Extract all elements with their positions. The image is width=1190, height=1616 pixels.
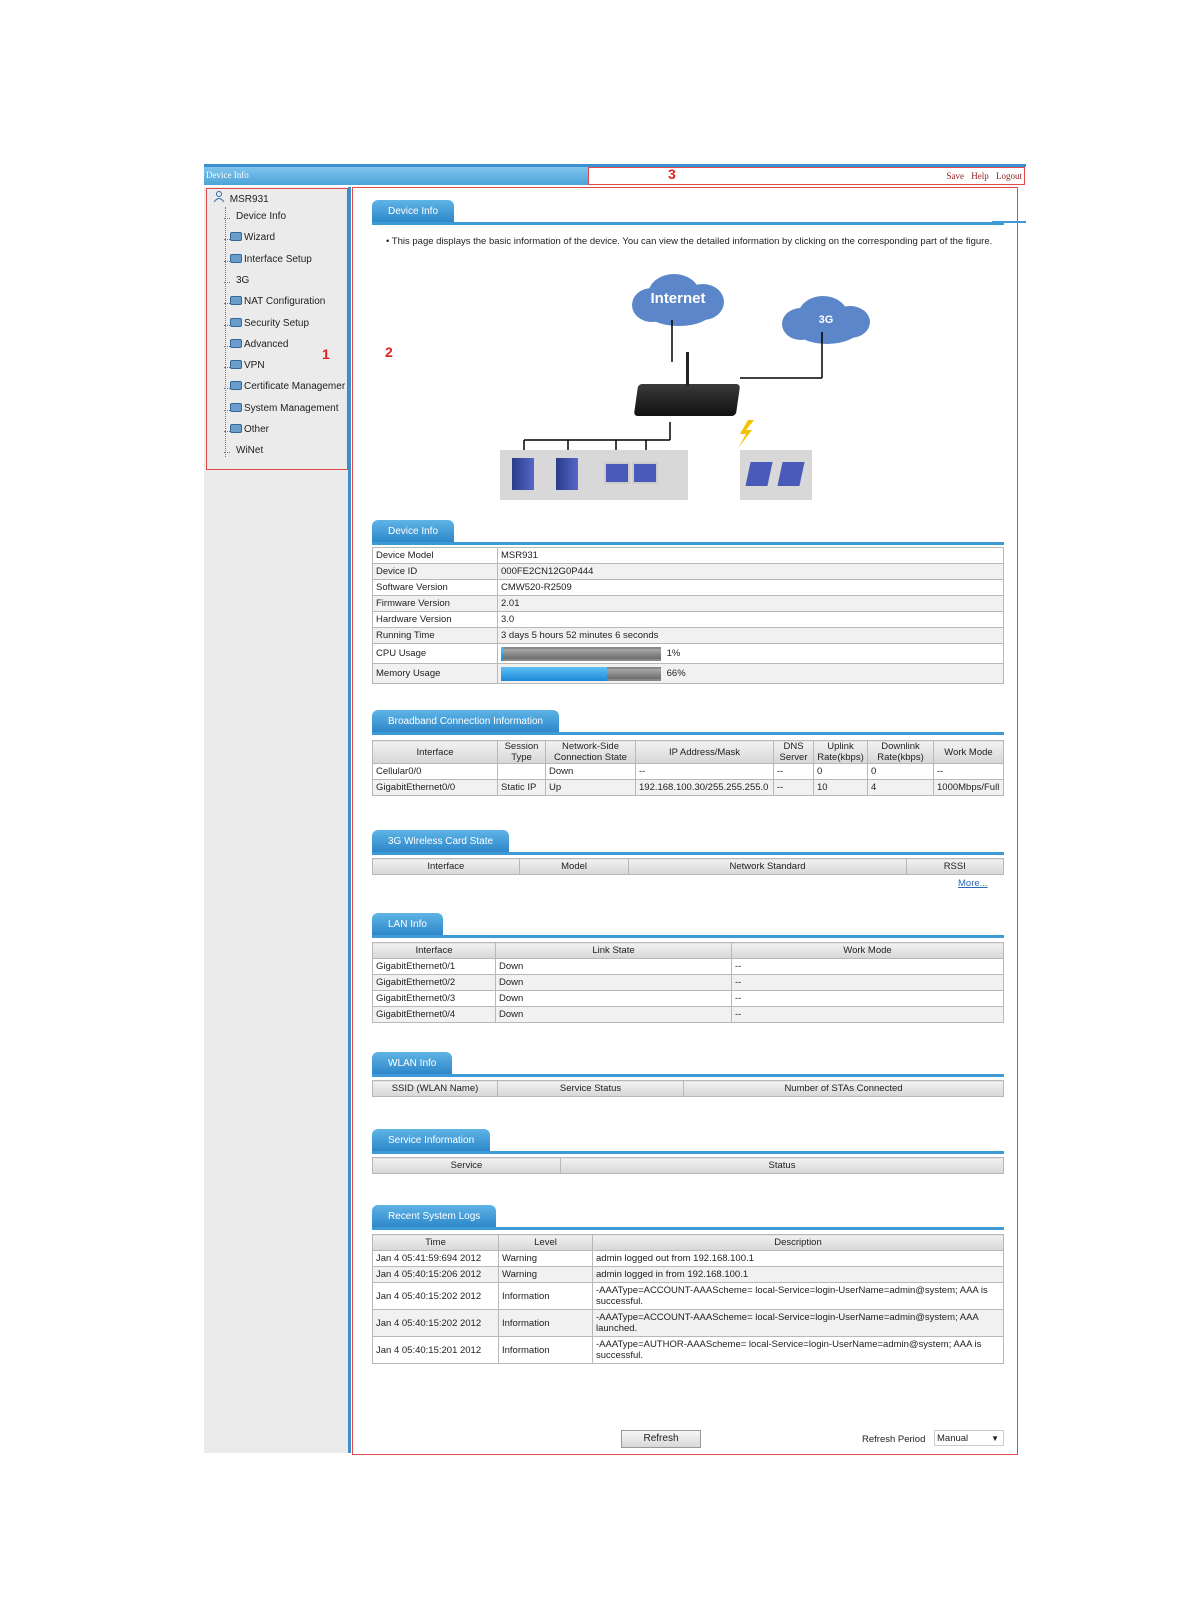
logs-cell: Information xyxy=(499,1337,593,1364)
sidebar-item-label: Interface Setup xyxy=(244,253,312,265)
lan-cell: Down xyxy=(496,975,732,991)
device-info-label: Device ID xyxy=(373,564,498,580)
navigation-tree xyxy=(206,188,348,470)
memory-usage-cell xyxy=(498,664,1004,684)
logs-cell: Warning xyxy=(499,1267,593,1283)
internet-label: Internet xyxy=(650,290,706,307)
lan-header-interface: Interface xyxy=(373,943,496,959)
logs-header-description: Description xyxy=(593,1235,1004,1251)
device-info-value: 3 days 5 hours 52 minutes 6 seconds xyxy=(498,628,1004,644)
tree-branch xyxy=(224,303,230,304)
tab-device-info-intro[interactable]: Device Info xyxy=(372,200,454,222)
broadband-cell: 4 xyxy=(868,780,934,796)
service-table xyxy=(372,1157,1004,1174)
more-link[interactable]: More... xyxy=(958,878,988,889)
bullet: • xyxy=(386,236,390,247)
sidebar-item-advanced[interactable] xyxy=(230,339,288,350)
broadband-table xyxy=(372,740,1004,796)
logs-cell: -AAAType=AUTHOR-AAAScheme= local-Service=login-UserName=admin@system; AAA is successful. xyxy=(593,1337,1004,1364)
device-info-label: Software Version xyxy=(373,580,498,596)
lan-cell: GigabitEthernet0/4 xyxy=(373,1007,496,1023)
device-info-row xyxy=(373,628,1004,644)
refresh-period-select[interactable] xyxy=(934,1430,1004,1446)
logs-row xyxy=(373,1310,1004,1337)
broadband-header-dns-server: DNS Server xyxy=(774,741,814,764)
broadband-cell: Static IP xyxy=(498,780,546,796)
broadband-header-ip-address-mask: IP Address/Mask xyxy=(636,741,774,764)
save-link[interactable]: Save xyxy=(946,171,964,181)
server-icon xyxy=(512,458,534,490)
device-info-value: 000FE2CN12G0P444 xyxy=(498,564,1004,580)
folder-icon xyxy=(230,403,242,412)
section-rule xyxy=(372,732,1004,735)
logs-table xyxy=(372,1234,1004,1364)
device-user-icon xyxy=(213,191,227,203)
lan-cell: Down xyxy=(496,1007,732,1023)
folder-icon xyxy=(230,360,242,369)
cpu-usage-value: 1% xyxy=(666,648,681,660)
folder-icon xyxy=(230,318,242,327)
tree-branch xyxy=(224,239,230,240)
lan-cell: -- xyxy=(732,975,1004,991)
router-antenna xyxy=(686,352,689,386)
device-info-row xyxy=(373,580,1004,596)
broadband-cell: Down xyxy=(546,764,636,780)
service-header-service: Service xyxy=(373,1158,561,1174)
sidebar-item-other[interactable] xyxy=(230,424,269,435)
logs-row xyxy=(373,1283,1004,1310)
lan-row xyxy=(373,959,1004,975)
sidebar-item-wizard[interactable] xyxy=(230,232,275,243)
logs-cell: Jan 4 05:40:15:206 2012 xyxy=(373,1267,499,1283)
lan-header-link-state: Link State xyxy=(496,943,732,959)
logs-cell: Information xyxy=(499,1283,593,1310)
logs-cell: -AAAType=ACCOUNT-AAAScheme= local-Service=login-UserName=admin@system; AAA launched. xyxy=(593,1310,1004,1337)
logs-row xyxy=(373,1267,1004,1283)
section-rule xyxy=(372,542,1004,545)
tab-device-info[interactable]: Device Info xyxy=(372,520,454,542)
logs-cell: Jan 4 05:41:59:694 2012 xyxy=(373,1251,499,1267)
section-rule xyxy=(372,1074,1004,1077)
sidebar-item-3g[interactable] xyxy=(236,275,249,286)
section-rule xyxy=(372,935,1004,938)
sidebar-item-label: Certificate Managemer xyxy=(244,381,346,393)
marker-1: 1 xyxy=(322,346,330,362)
sidebar-item-label: Other xyxy=(244,424,270,435)
logs-header-time: Time xyxy=(373,1235,499,1251)
logs-row xyxy=(373,1251,1004,1267)
lan-cell: GigabitEthernet0/3 xyxy=(373,991,496,1007)
logs-cell: admin logged in from 192.168.100.1 xyxy=(593,1267,1004,1283)
wireless-3g-header-network-standard: Network Standard xyxy=(629,859,906,875)
broadband-cell: -- xyxy=(934,764,1004,780)
device-info-label: Hardware Version xyxy=(373,612,498,628)
tree-line xyxy=(225,207,226,457)
cpu-usage-bar xyxy=(501,647,661,661)
sidebar-item-label: NAT Configuration xyxy=(244,296,326,308)
memory-usage-bar xyxy=(501,667,661,681)
lan-cell: GigabitEthernet0/1 xyxy=(373,959,496,975)
refresh-period-label: Refresh Period xyxy=(862,1434,926,1445)
sidebar-item-vpn[interactable] xyxy=(230,360,265,371)
lan-cell: GigabitEthernet0/2 xyxy=(373,975,496,991)
lan-cell: Down xyxy=(496,991,732,1007)
tab-3g-wireless[interactable]: 3G Wireless Card State xyxy=(372,830,509,852)
device-info-value: CMW520-R2509 xyxy=(498,580,1004,596)
tab-wlan-info[interactable]: WLAN Info xyxy=(372,1052,452,1074)
folder-icon xyxy=(230,381,242,390)
logs-cell: Jan 4 05:40:15:202 2012 xyxy=(373,1283,499,1310)
broadband-cell: Cellular0/0 xyxy=(373,764,498,780)
folder-icon xyxy=(230,424,242,433)
service-header-status: Status xyxy=(561,1158,1004,1174)
tree-branch xyxy=(224,410,230,411)
broadband-cell xyxy=(498,764,546,780)
wireless-3g-header-interface: Interface xyxy=(373,859,520,875)
sidebar-item-label: Wizard xyxy=(244,232,276,244)
wlan-header-number-of-stas-connected: Number of STAs Connected xyxy=(684,1081,1004,1097)
lan-cell: -- xyxy=(732,991,1004,1007)
lan-table xyxy=(372,942,1004,1023)
broadband-cell: 10 xyxy=(814,780,868,796)
nav-root[interactable] xyxy=(213,191,269,205)
intro-text xyxy=(386,236,999,248)
network-diagram xyxy=(500,272,880,512)
lan-row xyxy=(373,991,1004,1007)
sidebar-item-certificate-managemer[interactable] xyxy=(230,381,345,392)
marker-3: 3 xyxy=(668,166,676,182)
sidebar-item-label: 3G xyxy=(236,274,250,286)
logs-cell: Warning xyxy=(499,1251,593,1267)
memory-usage-row xyxy=(373,664,1004,684)
memory-usage-label: Memory Usage xyxy=(373,664,498,684)
tree-branch xyxy=(224,367,230,368)
broadband-header-interface: Interface xyxy=(373,741,498,764)
tab-broadband[interactable]: Broadband Connection Information xyxy=(372,710,559,732)
desktop-icon xyxy=(632,462,658,484)
sidebar-item-winet[interactable] xyxy=(236,445,263,456)
broadband-header-network-side-connection-state: Network-Side Connection State xyxy=(546,741,636,764)
device-info-value: 3.0 xyxy=(498,612,1004,628)
tree-branch xyxy=(224,218,230,219)
sidebar-item-label: WiNet xyxy=(236,445,264,457)
tab-lan-info[interactable]: LAN Info xyxy=(372,913,443,935)
refresh-button[interactable]: Refresh xyxy=(621,1430,701,1448)
section-rule xyxy=(372,1227,1004,1230)
broadband-cell: -- xyxy=(774,764,814,780)
broadband-header-downlink-rate-kbps: Downlink Rate(kbps) xyxy=(868,741,934,764)
wireless-3g-header-model: Model xyxy=(519,859,629,875)
broadband-row xyxy=(373,780,1004,796)
section-rule xyxy=(372,852,1004,855)
wireless-clients-panel[interactable] xyxy=(740,450,812,500)
cloud-3g-label: 3G xyxy=(818,314,834,326)
top-bar-title: Device Info xyxy=(206,170,249,180)
tab-recent-logs[interactable]: Recent System Logs xyxy=(372,1205,496,1227)
logs-cell: Jan 4 05:40:15:201 2012 xyxy=(373,1337,499,1364)
cpu-usage-label: CPU Usage xyxy=(373,644,498,664)
device-info-row xyxy=(373,564,1004,580)
sidebar-item-system-management[interactable] xyxy=(230,403,339,414)
broadband-cell: -- xyxy=(636,764,774,780)
lan-cell: -- xyxy=(732,959,1004,975)
broadband-cell: GigabitEthernet0/0 xyxy=(373,780,498,796)
sidebar-item-label: Device Info xyxy=(236,211,287,222)
refresh-period-value: Manual xyxy=(937,1433,969,1444)
logs-cell: admin logged out from 192.168.100.1 xyxy=(593,1251,1004,1267)
tree-branch xyxy=(224,346,230,347)
wireless-3g-header-rssi: RSSI xyxy=(906,859,1003,875)
cpu-usage-cell xyxy=(498,644,1004,664)
broadband-cell: 1000Mbps/Full xyxy=(934,780,1004,796)
logs-cell: -AAAType=ACCOUNT-AAAScheme= local-Service=login-UserName=admin@system; AAA is successful. xyxy=(593,1283,1004,1310)
server-icon xyxy=(556,458,578,490)
broadband-row xyxy=(373,764,1004,780)
marker-3-box xyxy=(588,167,1025,185)
wlan-table xyxy=(372,1080,1004,1097)
section-rule xyxy=(372,222,1004,225)
lan-row xyxy=(373,1007,1004,1023)
sidebar-item-label: System Management xyxy=(244,402,339,414)
tree-branch xyxy=(224,325,230,326)
marker-2: 2 xyxy=(385,344,393,360)
memory-usage-value: 66% xyxy=(666,668,686,680)
broadband-header-uplink-rate-kbps: Uplink Rate(kbps) xyxy=(814,741,868,764)
logs-row xyxy=(373,1337,1004,1364)
broadband-cell: 0 xyxy=(814,764,868,780)
sidebar-item-nat-configuration[interactable] xyxy=(230,296,325,307)
device-info-row xyxy=(373,548,1004,564)
top-bar-title-area xyxy=(204,167,588,185)
laptop-icon xyxy=(745,462,772,486)
broadband-cell: 192.168.100.30/255.255.255.0 xyxy=(636,780,774,796)
lan-header-work-mode: Work Mode xyxy=(732,943,1004,959)
sidebar-item-label: Advanced xyxy=(244,338,289,350)
logs-cell: Information xyxy=(499,1310,593,1337)
sidebar-divider xyxy=(348,187,351,1453)
lan-row xyxy=(373,975,1004,991)
sidebar-item-label: VPN xyxy=(244,360,265,372)
lan-cell: Down xyxy=(496,959,732,975)
folder-icon xyxy=(230,296,242,305)
tree-branch xyxy=(224,452,230,453)
tree-branch xyxy=(224,282,230,283)
section-rule xyxy=(372,1151,1004,1154)
folder-icon xyxy=(230,232,242,241)
logs-header-level: Level xyxy=(499,1235,593,1251)
tree-branch xyxy=(224,388,230,389)
broadband-cell: -- xyxy=(774,780,814,796)
folder-icon xyxy=(230,254,242,263)
broadband-cell: 0 xyxy=(868,764,934,780)
logs-cell: Jan 4 05:40:15:202 2012 xyxy=(373,1310,499,1337)
wireless-3g-table xyxy=(372,858,1004,875)
desktop-icon xyxy=(604,462,630,484)
device-info-row xyxy=(373,596,1004,612)
device-info-label: Device Model xyxy=(373,548,498,564)
wlan-header-service-status: Service Status xyxy=(498,1081,684,1097)
sidebar-item-security-setup[interactable] xyxy=(230,318,309,329)
router-device[interactable] xyxy=(634,384,740,416)
help-link[interactable]: Help xyxy=(971,171,989,181)
tree-branch xyxy=(224,261,230,262)
sidebar-item-device-info[interactable] xyxy=(236,211,286,222)
sidebar-item-label: Security Setup xyxy=(244,317,310,329)
device-info-table xyxy=(372,547,1004,684)
device-info-label: Firmware Version xyxy=(373,596,498,612)
device-info-row xyxy=(373,612,1004,628)
nav-root-label: MSR931 xyxy=(229,194,269,205)
device-info-label: Running Time xyxy=(373,628,498,644)
broadband-cell: Up xyxy=(546,780,636,796)
broadband-header-work-mode: Work Mode xyxy=(934,741,1004,764)
wlan-header-ssid-wlan-name: SSID (WLAN Name) xyxy=(373,1081,498,1097)
device-info-value: MSR931 xyxy=(498,548,1004,564)
tab-service-info[interactable]: Service Information xyxy=(372,1129,490,1151)
folder-icon xyxy=(230,339,242,348)
broadband-header-session-type: Session Type xyxy=(498,741,546,764)
device-info-value: 2.01 xyxy=(498,596,1004,612)
chevron-down-icon: ▼ xyxy=(991,1434,999,1443)
intro-description: This page displays the basic information of the device. You can view the detailed information by clicking on the corresponding part of the figure. xyxy=(391,236,993,247)
sidebar-item-interface-setup[interactable] xyxy=(230,254,312,265)
logout-link[interactable]: Logout xyxy=(996,171,1022,181)
lan-cell: -- xyxy=(732,1007,1004,1023)
tree-branch xyxy=(224,431,230,432)
laptop-icon xyxy=(777,462,804,486)
cpu-usage-row xyxy=(373,644,1004,664)
wired-clients-panel[interactable] xyxy=(500,450,688,500)
